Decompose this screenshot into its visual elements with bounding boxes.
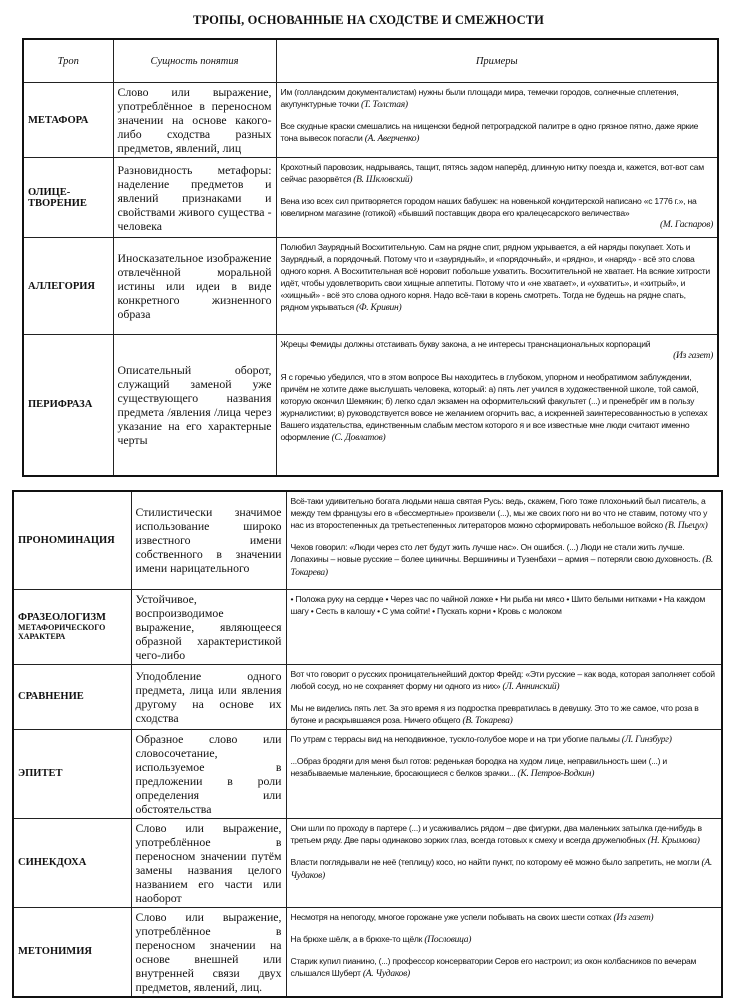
trope-name-cell [23, 238, 113, 335]
trope-name: СРАВНЕНИЕ [18, 691, 84, 702]
example [291, 668, 718, 693]
examples-cell [276, 335, 718, 476]
example [281, 120, 714, 145]
example-text: ...Образ бродяги для меня был готов: реденькая бородка на худом лице, неправильность шеи (...) и незабываемые маленькие, бросающиеся с белков зрачки... [290, 755, 667, 778]
example-author: (Ф. Кривин) [356, 303, 402, 313]
example [281, 161, 714, 186]
example-text: Вот что говорит о русских проницательнейший доктор Фрейд: «Эти русские – как вода, которая заполняет собой любой сосуд, но не сохраняет форму ни одного из них» [290, 668, 715, 691]
example-text: Жрецы Фемиды должны отстаивать букву закона, а не интересы транснациональных корпораций [280, 339, 651, 349]
example-author: (Л. Гинзбург) [621, 734, 672, 745]
examples-cell [286, 818, 722, 907]
trope-definition: Описательный оборот, служащий заменой уже существующего названия предмета /явления /лица через указание на его характерные черты [113, 335, 276, 476]
example-author: (С. Довлатов) [331, 433, 386, 443]
trope-definition: Образное слово или словосочетание, используемое в предложении в роли определения или обстоятельства [131, 729, 286, 818]
example [291, 755, 718, 780]
example [291, 822, 718, 847]
trope-definition: Слово или выражение, употреблённое в переносном значении путём замены названия целого названием его части или наоборот [131, 818, 286, 907]
example [291, 593, 718, 617]
example [291, 933, 718, 946]
example [281, 371, 714, 444]
trope-name-cell [13, 729, 131, 818]
example-text: Всё-таки удивительно богата людьми наша святая Русь: ведь, скажем, Гюго тоже плохонький был писатель, а между тем французы его в «бессмертные» произвели (...), мы же своих гюго ни во что не ставим, потому что у нас из второстепенных да третьестепенных литераторов можно сформировать небольшое войско [290, 496, 708, 530]
tropes-table-1 [22, 38, 719, 477]
trope-definition: Иносказательное изображение отвлечённой моральной истины или идеи в виде конкретного жизненного образа [113, 238, 276, 335]
examples-cell [286, 907, 722, 997]
example-author: (Из газет) [673, 351, 713, 361]
example-text: Чехов говорил: «Люди через сто лет будут жить лучше нас». Он ошибся. (...) Люди не стали жить лучше. Лопахины – новые русские – более циничны. Вершинины и Тузенбахи – армия – потеряли свою духовность. [290, 542, 701, 564]
table-row [13, 491, 722, 589]
example-text: Несмотря на непогоду, многое горожане уже успели побывать на своих шести сотках [290, 911, 612, 922]
example-author: (Т. Толстая) [360, 100, 408, 110]
example-author: (Из газет) [613, 912, 654, 923]
example-text: Полюбил Заурядный Восхитительную. Сам на рядне спит, рядном укрывается, а ей наряды покупает. Хоть и Заурядный, а порядочный. Потому что и «заурядный», и «порядочный», и «рядно», и «наряд» - всё это слова одного корня. А Восхитительная всё норовит побольше ухватить. Восхитительной не хватает. На всякие хитрости идёт, чтобы удовлетворить свои хищные аппетиты. Потому что и «не хватает», и «ухватить», и «хитрый», и «хищный» - всё это слова одного корня. Надо всё-таки в корень смотреть. Тогда не будешь на рядне спать, рядном укрываться [280, 242, 710, 312]
example-author: (В. Шкловский) [353, 175, 413, 185]
trope-definition: Уподобление одного предмета, лица или явления другому на основе их сходства [131, 664, 286, 729]
example-text: Все скудные краски смешались на нищенски бедной петроградской палитре в одно грязное пятно, даже яркие тона вывесок погасли [280, 121, 699, 143]
trope-name-cell [23, 158, 113, 238]
header-trope: Троп [23, 39, 113, 83]
table-row [23, 335, 718, 476]
examples-cell [276, 158, 718, 238]
example-author: (В. Токарева) [290, 555, 713, 578]
trope-name-cell [23, 335, 113, 476]
trope-name-cell [13, 818, 131, 907]
example-author: (К. Петров-Водкин) [517, 768, 595, 779]
example-author: (А. Аверченко) [364, 134, 420, 144]
example-author: (Л. Аннинский) [502, 681, 560, 692]
example [291, 495, 718, 532]
table-row [23, 238, 718, 335]
trope-name: МЕТАФОРА [28, 114, 89, 126]
trope-name-cell [13, 589, 131, 664]
example-author: (В. Пьецух) [665, 521, 708, 531]
example-text: По утрам с террасы вид на неподвижное, тускло-голубое море и на три убогие пальмы [290, 733, 620, 744]
table-row [13, 664, 722, 729]
example-author: (Н. Крымова) [647, 835, 700, 846]
example-text: Мы не виделись пять лет. За это время я из подростка превратилась в девушку. Это то же самое, что роза в бутоне и раскрывшаяся роза. Ничего общего [290, 702, 699, 725]
example [291, 702, 718, 727]
table-row [23, 83, 718, 158]
table-row [13, 589, 722, 664]
trope-definition: Устойчивое, воспроизводимое выражение, являющееся образной характеристикой чего-либо [131, 589, 286, 664]
example-author: (В. Токарева) [462, 715, 513, 726]
trope-name: ОЛИЦЕ-ТВОРЕНИЕ [28, 186, 87, 209]
example-text: На брюхе шёлк, а в брюхе-то щёлк [290, 933, 423, 944]
trope-name: ЭПИТЕТ [18, 768, 63, 779]
example [281, 195, 714, 231]
example-text: Власти поглядывали не неё (теплицу) косо, но найти пункт, по которому её можно было запретить, не могли [290, 856, 700, 867]
examples-cell [276, 83, 718, 158]
examples-cell [276, 238, 718, 335]
examples-cell [286, 664, 722, 729]
example [291, 856, 718, 882]
page-title: ТРОПЫ, ОСНОВАННЫЕ НА СХОДСТВЕ И СМЕЖНОСТИ [193, 13, 544, 27]
example-author: (Пословица) [424, 934, 472, 945]
trope-name: ПРОНОМИНАЦИЯ [18, 534, 115, 546]
header-examples: Примеры [276, 39, 718, 83]
trope-name-cell [23, 83, 113, 158]
table-row [13, 907, 722, 997]
trope-name-cell [13, 664, 131, 729]
trope-subtitle: МЕТАФОРИЧЕСКОГО ХАРАКТЕРА [18, 623, 106, 641]
trope-name-cell [13, 491, 131, 589]
trope-definition: Слово или выражение, употреблённое в переносном значении на основе какого-либо сходства разных предметов, явлений, лиц [113, 83, 276, 158]
trope-definition: Стилистически значимое использование широко известного имени собственного в значении имени нарицательного [131, 491, 286, 589]
example [281, 338, 714, 362]
example [291, 911, 718, 924]
example-author: (М. Гаспаров) [660, 220, 713, 230]
table-header [23, 39, 718, 83]
header-essence: Сущность понятия [113, 39, 276, 83]
trope-name: ФРАЗЕОЛОГИЗМ [18, 612, 106, 623]
table-row [13, 818, 722, 907]
trope-name: ПЕРИФРАЗА [28, 399, 93, 411]
example [281, 241, 714, 314]
trope-name: АЛЛЕГОРИЯ [28, 280, 95, 292]
example [291, 955, 718, 980]
example-text: • Положа руку на сердце • Через час по чайной ложке • Ни рыба ни мясо • Шито белыми нитками • На каждом шагу • Сесть в калошу • С ума сойти! • Пускать корни • Кровь с молоком [290, 593, 706, 616]
examples-cell [286, 491, 722, 589]
examples-cell [286, 729, 722, 818]
example-author: (А. Чудаков) [290, 857, 713, 881]
example-author: (А. Чудаков) [362, 968, 410, 979]
example-text: Им (голландским документалистам) нужны были площади мира, темечки городов, солнечные сплетения, акупунктурные точки [280, 87, 679, 109]
examples-cell [286, 589, 722, 664]
example-text: Крохотный паровозик, надрываясь, тащит, пятясь задом наперёд, длинную нитку поезда и, кажется, вот-вот сам сейчас разорвётся [280, 162, 704, 184]
trope-name: СИНЕКДОХА [18, 857, 87, 868]
trope-name: МЕТОНИМИЯ [18, 946, 92, 957]
example-text: Они шли по проходу в партере (...) и усаживались рядом – две фигурки, два маленьких затылка где-нибудь в третьем ряду. Две пары одинаково зорких глаз, всегда готовых к смеху и всегда дружелюбных [290, 822, 702, 845]
example [291, 733, 718, 746]
tropes-table-2 [12, 490, 723, 998]
table-row [23, 158, 718, 238]
example-text: Вена изо всех сил притворяется городом наших бабушек: на новенькой кондитерской написано «с 1776 г.», на ювелирном магазине (готикой) «бывший поставщик двора его кралецесарского величества» [280, 196, 697, 218]
trope-definition: Слово или выражение, употреблённое в переносном значении на основе внешней или внутренней связи двух предметов, явлений, лиц. [131, 907, 286, 997]
example [281, 86, 714, 111]
example-text: Я с горечью убедился, что в этом вопросе Вы находитесь в глубоком, упорном и необратимом заблуждении, причём не хотите даже выслушать человека, который: а) пять лет учился в художественной школе, той самой, которую окончил Шемякин; б) легко сдал экзамен на оформительский факультет (...) и пренебрёг им в пользу журналистики; в) руководствуется вовсе не желанием огорчить вас, а искренней заинтересованностью в успехах Вашего издательства, единственным слабым местом которого я и все известные мне люди считают именно оформление [280, 372, 708, 442]
trope-name-cell [13, 907, 131, 997]
table-row [13, 729, 722, 818]
example [291, 541, 718, 579]
trope-definition: Разновидность метафоры: наделение предметов и явлений признаками и свойствами живого существа - человека [113, 158, 276, 238]
example-text: Старик купил пианино, (...) профессор консерватории Серов его настроил; из окон колбасников по вечерам слышался Шуберт [290, 955, 697, 978]
